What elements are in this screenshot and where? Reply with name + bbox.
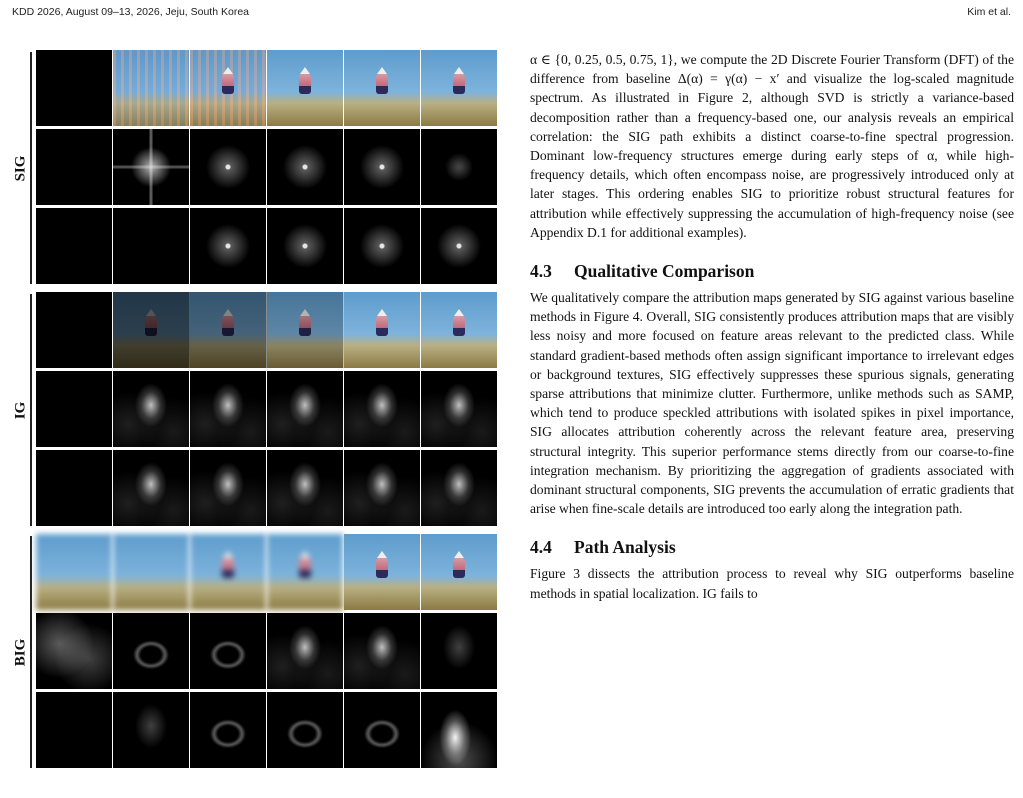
running-header-right: Kim et al. xyxy=(967,6,1011,18)
figure-tile xyxy=(267,692,344,768)
figure-tile xyxy=(36,292,113,368)
figure-tile xyxy=(36,371,113,447)
figure-tile xyxy=(190,208,267,284)
text-column xyxy=(530,50,1014,603)
figure-attribution-grid xyxy=(10,50,514,772)
section-number: 4.3 xyxy=(530,261,552,282)
figure-tile xyxy=(36,50,113,126)
figure-tile xyxy=(344,450,421,526)
figure-row xyxy=(36,292,498,368)
figure-tile xyxy=(267,129,344,205)
figure-tile xyxy=(36,534,113,610)
figure-tile xyxy=(36,613,113,689)
figure-tile xyxy=(421,450,498,526)
group-label-big: BIG xyxy=(12,638,29,666)
figure-tile xyxy=(267,534,344,610)
figure-tile xyxy=(344,129,421,205)
figure-tile xyxy=(190,534,267,610)
figure-tile xyxy=(421,371,498,447)
figure-tile xyxy=(267,450,344,526)
figure-tile xyxy=(344,613,421,689)
figure-row xyxy=(36,613,498,689)
section-heading-4-4 xyxy=(530,536,1014,558)
figure-tile xyxy=(421,613,498,689)
figure-tile xyxy=(344,692,421,768)
figure-tile xyxy=(267,50,344,126)
figure-tile xyxy=(113,450,190,526)
group-ig xyxy=(10,292,514,528)
group-bracket xyxy=(30,536,32,768)
figure-tile xyxy=(113,534,190,610)
section-title: Qualitative Comparison xyxy=(574,261,755,282)
figure-tile xyxy=(421,129,498,205)
figure-tile xyxy=(113,129,190,205)
figure-tile xyxy=(421,692,498,768)
figure-tile xyxy=(421,292,498,368)
figure-tile xyxy=(267,292,344,368)
figure-tile xyxy=(190,50,267,126)
group-bracket xyxy=(30,294,32,526)
figure-row xyxy=(36,692,498,768)
running-header-left: KDD 2026, August 09–13, 2026, Jeju, South Korea xyxy=(12,6,250,18)
figure-tile xyxy=(344,534,421,610)
figure-tile xyxy=(190,692,267,768)
figure-tile xyxy=(267,613,344,689)
section-title: Path Analysis xyxy=(574,537,676,558)
figure-tile xyxy=(113,371,190,447)
figure-tile xyxy=(267,208,344,284)
section-number: 4.4 xyxy=(530,537,552,558)
body-paragraph-dft: α ∈ {0, 0.25, 0.5, 0.75, 1}, we compute the 2D Discrete Fourier Transform (DFT) of the difference from baseline Δ(α) = γ(α) − x′ and visualize the log-scaled magnitude spectrum. As illustrated in Figure 2, although SVD is strictly a variance-based decomposition rather than a frequency-based one, our analysis reveals an empirical correlation: the SIG path exhibits a distinct coarse-to-fine spectral progression. Dominant low-frequency structures emerge during early steps of α, while high-frequency details, which often encompass noise, are progressively introduced only at later stages. This ordering enables SIG to prioritize robust structural features for attribution while effectively suppressing the accumulation of high-frequency noise (see Appendix D.1 for additional examples). xyxy=(530,52,1014,240)
figure-row xyxy=(36,371,498,447)
figure-tile xyxy=(421,534,498,610)
figure-tile xyxy=(344,50,421,126)
figure-tile xyxy=(36,450,113,526)
figure-tile xyxy=(421,208,498,284)
body-paragraph-path: Figure 3 dissects the attribution process to reveal why SIG outperforms baseline methods in spatial localization. IG fails to xyxy=(530,566,1014,601)
figure-row xyxy=(36,50,498,126)
figure-tile xyxy=(344,371,421,447)
figure-tile xyxy=(190,613,267,689)
figure-tile xyxy=(267,371,344,447)
figure-row xyxy=(36,129,498,205)
group-label-sig: SIG xyxy=(12,155,29,181)
figure-tile xyxy=(113,613,190,689)
body-paragraph-qualitative: We qualitatively compare the attribution maps generated by SIG against various baseline methods in Figure 4. Overall, SIG consistently produces attribution maps that are visibly less noisy and more focused on feature areas relevant to the predicted class. While standard gradient-based methods often assign significant importance to irrelevant edges or background textures, SIG effectively suppresses these spurious signals, generating sparse attributions that minimize clutter. Furthermore, unlike methods such as SAMP, which tend to produce speckled attributions with isolated spikes in pixel importance, SIG allocates attribution coherently across the relevant feature area, preserving structural integrity. This superior performance stems directly from our coarse-to-fine integration mechanism. By prioritizing the aggregation of gradients associated with dominant structural components, SIG prevents the accumulation of erratic gradients that arise when fine-scale details are introduced too early along the integration path. xyxy=(530,290,1014,517)
figure-tile xyxy=(36,208,113,284)
figure-tile xyxy=(190,292,267,368)
group-label-ig: IG xyxy=(12,401,29,419)
figure-tile xyxy=(36,692,113,768)
section-heading-4-3 xyxy=(530,260,1014,282)
figure-tile xyxy=(190,129,267,205)
figure-tile xyxy=(113,292,190,368)
figure-tile xyxy=(344,292,421,368)
figure-tile xyxy=(190,450,267,526)
figure-row xyxy=(36,534,498,610)
figure-tile xyxy=(344,208,421,284)
figure-tile xyxy=(113,208,190,284)
group-bracket xyxy=(30,52,32,284)
figure-tile xyxy=(113,692,190,768)
figure-row xyxy=(36,208,498,284)
figure-tile xyxy=(190,371,267,447)
figure-tile xyxy=(113,50,190,126)
figure-row xyxy=(36,450,498,526)
figure-tile xyxy=(421,50,498,126)
figure-tile xyxy=(36,129,113,205)
group-sig xyxy=(10,50,514,286)
group-big xyxy=(10,534,514,770)
